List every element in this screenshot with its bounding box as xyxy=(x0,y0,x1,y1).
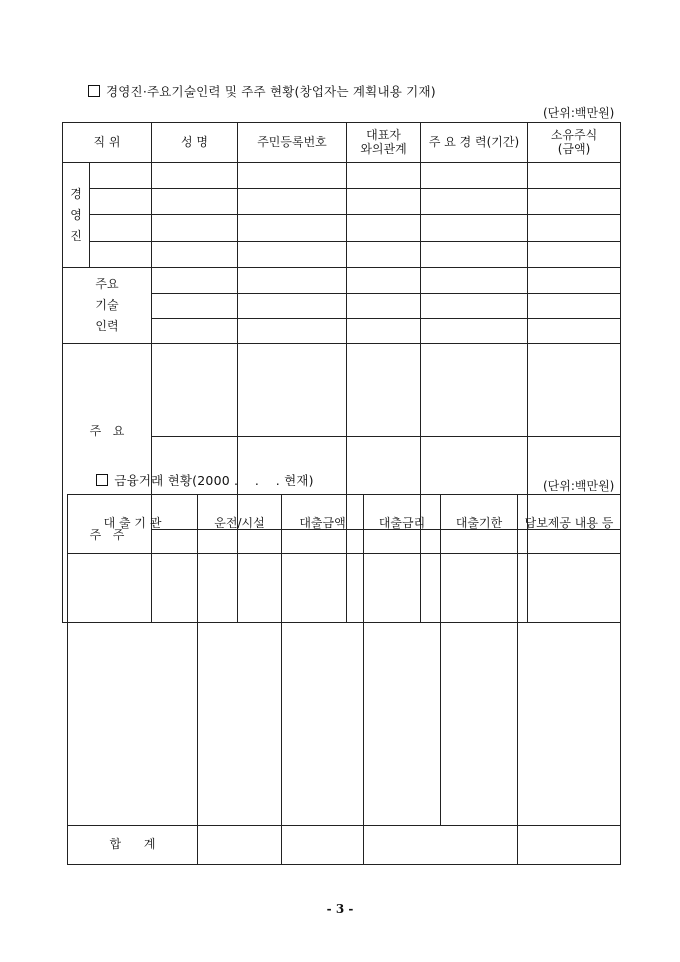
cell[interactable] xyxy=(152,344,238,437)
cell[interactable] xyxy=(198,554,282,826)
header-relation: 대표자 와의관계 xyxy=(347,123,421,163)
cell[interactable] xyxy=(528,163,621,189)
cell[interactable] xyxy=(238,294,347,319)
cell[interactable] xyxy=(152,319,238,344)
cell[interactable] xyxy=(528,344,621,437)
header-purpose: 운전/시설 xyxy=(198,495,282,554)
total-row xyxy=(68,826,621,865)
cell[interactable] xyxy=(238,344,347,437)
header-shares: 소유주식 (금액) xyxy=(528,123,621,163)
header-position: 직 위 xyxy=(63,123,152,163)
cell[interactable] xyxy=(238,268,347,294)
cell[interactable] xyxy=(238,215,347,242)
header-term: 대출기한 xyxy=(441,495,518,554)
cell[interactable] xyxy=(364,554,441,826)
cell[interactable] xyxy=(152,163,238,189)
cell[interactable] xyxy=(347,242,421,268)
cell[interactable] xyxy=(528,242,621,268)
cell[interactable] xyxy=(198,826,282,865)
cell[interactable] xyxy=(364,826,518,865)
checkbox-square-icon xyxy=(96,474,108,486)
cell[interactable] xyxy=(441,554,518,826)
cell[interactable] xyxy=(238,319,347,344)
cell[interactable] xyxy=(152,189,238,215)
cell[interactable] xyxy=(528,319,621,344)
checkbox-square-icon xyxy=(88,85,100,97)
cell[interactable] xyxy=(528,215,621,242)
header-amount: 대출금액 xyxy=(282,495,364,554)
cell[interactable] xyxy=(518,554,621,826)
table-row xyxy=(68,554,621,826)
cell[interactable] xyxy=(528,268,621,294)
cell[interactable] xyxy=(347,163,421,189)
header-career: 주 요 경 력(기간) xyxy=(421,123,528,163)
cell[interactable] xyxy=(68,554,198,826)
cell[interactable] xyxy=(347,294,421,319)
cell[interactable] xyxy=(528,294,621,319)
total-label: 합 계 xyxy=(68,826,198,865)
cell[interactable] xyxy=(152,242,238,268)
cell[interactable] xyxy=(421,242,528,268)
cell[interactable] xyxy=(238,189,347,215)
header-collateral: 담보제공 내용 등 xyxy=(518,495,621,554)
group-executives: 경 영 진 xyxy=(63,163,90,268)
cell[interactable] xyxy=(238,242,347,268)
cell[interactable] xyxy=(90,242,152,268)
header-row xyxy=(68,495,621,554)
cell[interactable] xyxy=(347,319,421,344)
cell[interactable] xyxy=(282,826,364,865)
header-row xyxy=(63,123,621,163)
financial-table xyxy=(67,494,621,865)
cell[interactable] xyxy=(421,163,528,189)
header-name: 성 명 xyxy=(152,123,238,163)
cell[interactable] xyxy=(238,163,347,189)
cell[interactable] xyxy=(421,215,528,242)
cell[interactable] xyxy=(347,189,421,215)
section1-title: 경영진·주요기술인력 및 주주 현황(창업자는 계획내용 기재) xyxy=(88,82,436,100)
group-tech-staff: 주요 기술 인력 xyxy=(63,268,152,344)
page-number: - 3 - xyxy=(326,902,354,916)
header-resident-number: 주민등록번호 xyxy=(238,123,347,163)
cell[interactable] xyxy=(347,215,421,242)
cell[interactable] xyxy=(90,215,152,242)
table-row xyxy=(63,215,621,242)
section1-unit: (단위:백만원) xyxy=(543,106,615,120)
cell[interactable] xyxy=(421,294,528,319)
section2-unit: (단위:백만원) xyxy=(543,479,615,493)
table-row xyxy=(63,189,621,215)
cell[interactable] xyxy=(90,189,152,215)
cell[interactable] xyxy=(347,268,421,294)
header-institution: 대 출 기 관 xyxy=(68,495,198,554)
cell[interactable] xyxy=(347,344,421,437)
cell[interactable] xyxy=(282,554,364,826)
cell[interactable] xyxy=(528,189,621,215)
table-row xyxy=(63,163,621,189)
cell[interactable] xyxy=(421,268,528,294)
section2-title: 금융거래 현황(2000 . . . 현재) xyxy=(88,456,314,489)
table-row xyxy=(63,268,621,294)
cell[interactable] xyxy=(518,826,621,865)
cell[interactable] xyxy=(421,319,528,344)
cell[interactable] xyxy=(152,294,238,319)
cell[interactable] xyxy=(90,163,152,189)
group-shareholders: 주 요 주 주 xyxy=(63,344,152,623)
cell[interactable] xyxy=(421,344,528,437)
header-rate: 대출금리 xyxy=(364,495,441,554)
cell[interactable] xyxy=(421,189,528,215)
cell[interactable] xyxy=(152,215,238,242)
cell[interactable] xyxy=(152,268,238,294)
table-row xyxy=(63,344,621,437)
table-row xyxy=(63,242,621,268)
